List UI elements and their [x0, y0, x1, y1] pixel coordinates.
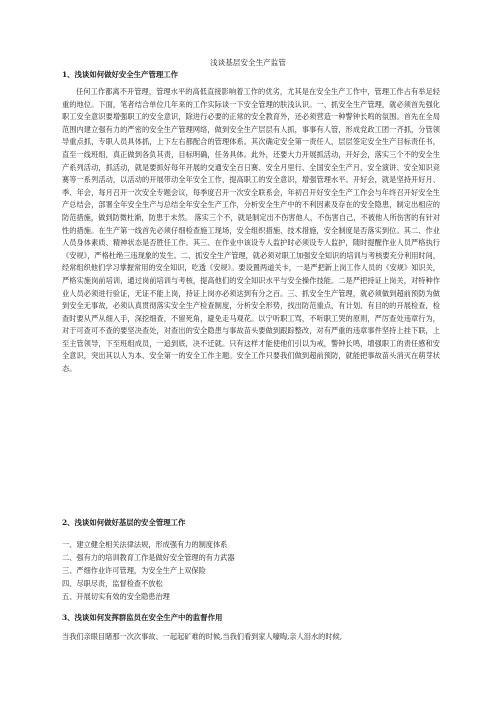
section-3-heading: 3、浅谈如何发挥群监员在安全生产中的监督作用	[62, 613, 223, 622]
list-item: 三、严细作业许可管理，为安全生产上双保险	[62, 566, 206, 575]
section-3-body: 当我们亲眼目睹那一次次事故、一起起矿难的时候,当我们看到家人嚎啕,亲人泪水的时候,	[62, 632, 342, 641]
list-item: 二、强有力的培训教育工作是做好安全管理的有力武器	[62, 553, 235, 562]
section-1-body: 任何工作都离不开管理，管理水平的高低直接影响着工作的优劣，尤其是在安全生产工作中，管理工作占有举足轻重的地位。下面，笔者结合单位几年来的工作实际谈一下安全管理的肤浅认识。一、抓安全生产管理，就必须首先强化职工安全意识要增强职工的安全意识，除进行必要的正常的安全教育外，还必须营造一种警钟长鸣的氛围。首先在全局范围内建立强有力的严密的安全生产管理网络，做到安全生产层层有人抓，事事有人管，形成党政工团一齐抓，分管领导重点抓，专职人员具体抓，上下左右都配合的管理体系。其次确定安全第一责任人，层层签定安全生产目标责任书，直至一线班组，真正做到各负其责，目标明确，任务具体。此外，还要大力开展抓活动，开好会，落实三个不的安全生产系列活动，抓活动，就是要抓好每年开展的交通安全百日赛、安全月里行、全国安全生产月、安全演讲、安全知识竞赛等一系列活动，以活动的开展带动全年安全工作，提高职工的安全意识，增强管理水平。开好会，就是坚持开好月、季、年会，每月召开一次安全专题会议，每季度召开一次安全联系会，年初召开好安全生产工作会与年终召开好安全生产总结会，部署全年安全生产与总结全年安全生产工作，分析安全生产中的不利因素及存在的安全隐患，制定出相应的防范措施，做到防微杜渐，防患于未然。 落实三个不，就是制定出不伤害他人，不伤害自己，不被他人所伤害的有针对性的措施。在生产第一线首先必须仔细检查施工现场，安全组织措施、技术措施，安全制度是否落实到位。其二、作业人员身体素质、精神状态是否胜任工作。其三、在作业中该设专人监护时必须设专人监护，随时提醒作业人员严格执行《安规》，严格杜绝三违现象的发生。二、抓安全生产管理，就必须对职工加强安全知识的培训与考核要充分利用时间，经常组织他们学习掌握常用的安全知识，吃透《安规》。要设置两道关卡，一是严把新上岗工作人员的《安规》知识关，严格实施岗前培训，通过岗前培训与考核，提高他们的安全知识水平与安全操作技能。二是严把持证上岗关，对特种作业人员必须进行验证，无证不能上岗，持证上岗亦必须达到有分之百。三、抓安全生产管理，就必须做到超前预防为做到安全无事故，必须认真贯彻落实安全生产检查制度，分析安全形势，找出防范重点，有计划、有目的的开展检查，检查时要从严从细入手，深挖细查，不留死角，避免走马观花。以宁听职工骂，不听职工哭的原则，严厉查处违章行为，对于可查可不查的要坚决查处，对查出的安全隐患与事故苗头要做到跟踪整改，对有严重的违章事件坚持上挂下联，上至主管领导，下至班组成员，一追到底，决不迁就。只有这样才能使他们引以为戒，警钟长鸣，增强职工的责任感和安全意识，突出其以人为本、安全第一的安全工作主题。安全工作只要我们做到超前预防，就能把事故苗头消灭在萌芽状态。	[62, 87, 440, 374]
list-item: 五、开展切实有效的安全隐患治理	[62, 592, 170, 601]
section-1-heading: 1、浅谈如何做好安全生产管理工作	[62, 70, 179, 79]
list-item: 四、尽职尽责，监督检查不放松	[62, 579, 163, 588]
list-item: 一、建立健全相关法律法规，形成强有力的制度体系	[62, 540, 228, 549]
section-2-heading: 2、浅谈如何做好基层的安全管理工作	[62, 518, 186, 527]
document-title: 浅谈基层安全生产监管	[210, 58, 286, 67]
section-2-list	[62, 538, 438, 603]
